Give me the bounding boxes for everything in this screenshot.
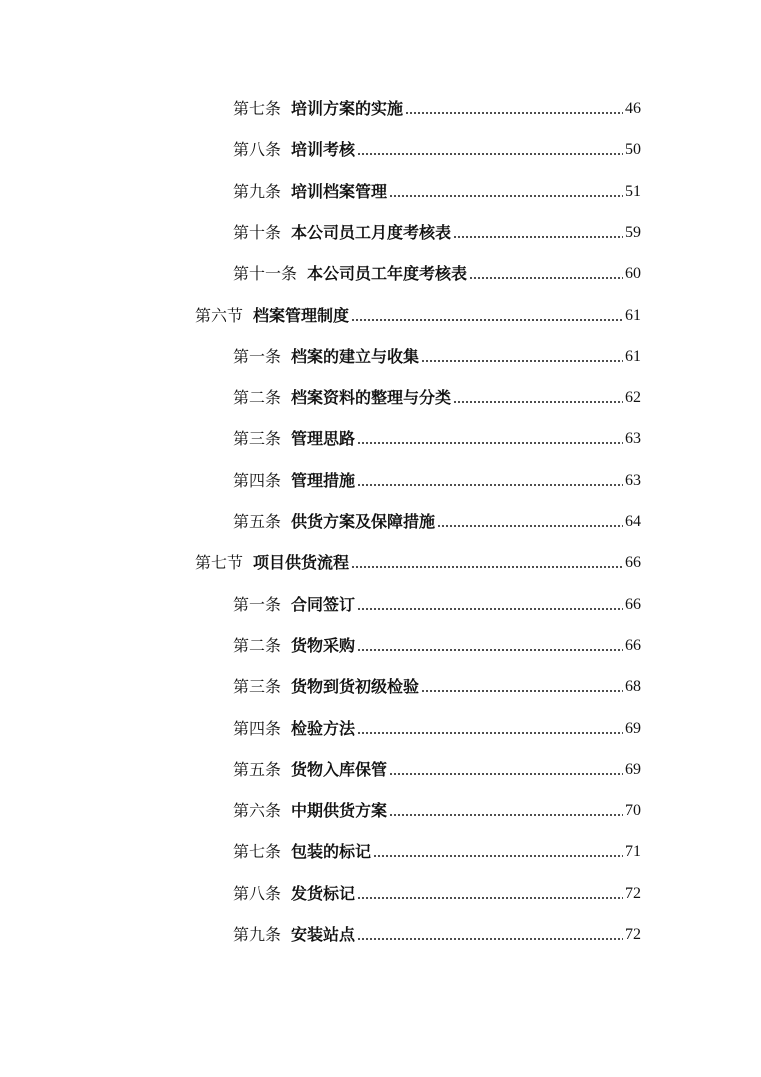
dot-leader: [469, 277, 623, 279]
toc-entry-title: 档案的建立与收集: [291, 346, 420, 366]
toc-article-entry[interactable]: [233, 378, 641, 408]
dot-leader: [389, 195, 623, 197]
toc-entry-title: 中期供货方案: [291, 801, 388, 821]
toc-page-number: 69: [625, 760, 641, 778]
toc-entry-number: 第一条: [233, 594, 282, 614]
toc-article-entry[interactable]: [233, 172, 641, 202]
toc-article-entry[interactable]: [233, 667, 641, 697]
dot-leader: [373, 855, 623, 857]
toc-entry-title: 货物入库保管: [291, 759, 388, 779]
toc-entry-number: 第八条: [233, 140, 282, 160]
dot-leader: [453, 401, 623, 403]
dot-leader: [389, 814, 623, 816]
toc-entry-number: 第五条: [233, 512, 282, 531]
dot-leader: [357, 649, 623, 651]
toc-page-number: 62: [625, 389, 641, 407]
toc-entry-title: 货物到货初级检验: [291, 677, 420, 697]
toc-article-entry[interactable]: [233, 130, 641, 160]
dot-leader: [453, 236, 623, 238]
toc-page-number: 68: [625, 678, 641, 696]
toc-entry-number: 第九条: [233, 925, 282, 944]
toc-entry-number: 第六节: [195, 305, 244, 325]
toc-entry-title: 包装的标记: [291, 842, 372, 862]
toc-entry-number: 第七节: [195, 553, 244, 573]
dot-leader: [357, 442, 623, 444]
toc-entry-number: 第一条: [233, 346, 282, 366]
toc-page-number: 69: [625, 719, 641, 737]
toc-entry-title: 安装站点: [291, 925, 356, 944]
toc-article-entry[interactable]: [233, 832, 641, 862]
toc-entry-title: 发货标记: [291, 883, 356, 903]
dot-leader: [405, 112, 623, 114]
toc-page-number: 59: [625, 223, 641, 241]
toc-entry-number: 第二条: [233, 635, 282, 655]
toc-section-entry[interactable]: [195, 543, 641, 573]
toc-entry-number: 第三条: [233, 677, 282, 697]
toc-entry-title: 培训方案的实施: [291, 99, 404, 118]
toc-page-number: 72: [625, 884, 641, 902]
toc-entry-title: 档案管理制度: [253, 305, 350, 325]
dot-leader: [421, 360, 623, 362]
toc-entry-number: 第九条: [233, 181, 282, 201]
toc-article-entry[interactable]: [233, 337, 641, 367]
toc-entry-title: 合同签订: [291, 594, 356, 614]
dot-leader: [357, 938, 623, 940]
dot-leader: [357, 732, 623, 734]
toc-page-number: 71: [625, 843, 641, 861]
toc-page-number: 61: [625, 306, 641, 324]
toc-entry-title: 检验方法: [291, 718, 356, 738]
toc-page-number: 50: [625, 141, 641, 159]
toc-article-entry[interactable]: [233, 502, 641, 532]
toc-entry-number: 第五条: [233, 759, 282, 779]
toc-article-entry[interactable]: [233, 791, 641, 821]
toc-entry-number: 第四条: [233, 470, 282, 490]
toc-page-number: 63: [625, 471, 641, 489]
toc-entry-title: 项目供货流程: [253, 553, 350, 573]
toc-entry-title: 本公司员工月度考核表: [291, 222, 452, 242]
toc-page-number: 66: [625, 554, 641, 572]
toc-entry-number: 第十一条: [233, 264, 298, 284]
toc-section-entry[interactable]: [195, 296, 641, 326]
toc-entry-number: 第十条: [233, 222, 282, 242]
dot-leader: [357, 897, 623, 899]
toc-entry-number: 第二条: [233, 388, 282, 408]
toc-entry-number: 第七条: [233, 99, 282, 118]
dot-leader: [357, 153, 623, 155]
toc-article-entry[interactable]: [233, 89, 641, 119]
toc-entry-title: 管理措施: [291, 470, 356, 490]
toc-article-entry[interactable]: [233, 213, 641, 243]
toc-article-entry[interactable]: [233, 915, 641, 945]
toc-page-number: 66: [625, 636, 641, 654]
toc-entry-number: 第六条: [233, 801, 282, 821]
toc-entry-title: 培训考核: [291, 140, 356, 160]
toc-article-entry[interactable]: [233, 874, 641, 904]
toc-article-entry[interactable]: [233, 419, 641, 449]
toc-page-number: 51: [625, 182, 641, 200]
toc-entry-number: 第八条: [233, 883, 282, 903]
toc-page-number: 72: [625, 926, 641, 943]
toc-entry-title: 档案资料的整理与分类: [291, 388, 452, 408]
toc-article-entry[interactable]: [233, 750, 641, 780]
dot-leader: [357, 484, 623, 486]
dot-leader: [389, 773, 623, 775]
toc-article-entry[interactable]: [233, 709, 641, 739]
toc-entry-title: 本公司员工年度考核表: [307, 264, 468, 284]
toc-entry-title: 货物采购: [291, 635, 356, 655]
toc-article-entry[interactable]: [233, 626, 641, 656]
toc-page-number: 46: [625, 100, 641, 117]
toc-entry-title: 管理思路: [291, 429, 356, 449]
dot-leader: [357, 608, 623, 610]
dot-leader: [421, 690, 623, 692]
toc-article-entry[interactable]: [233, 585, 641, 615]
toc-entry-title: 供货方案及保障措施: [291, 512, 436, 531]
toc-page-number: 64: [625, 513, 641, 530]
toc-entry-title: 培训档案管理: [291, 181, 388, 201]
toc-page-number: 70: [625, 802, 641, 820]
dot-leader: [437, 525, 623, 527]
toc-entry-number: 第四条: [233, 718, 282, 738]
toc-entry-number: 第三条: [233, 429, 282, 449]
toc-page-number: 63: [625, 430, 641, 448]
toc-page-number: 66: [625, 595, 641, 613]
dot-leader: [351, 566, 623, 568]
toc-page-number: 60: [625, 265, 641, 283]
dot-leader: [351, 319, 623, 321]
toc-article-entry[interactable]: [233, 461, 641, 491]
toc-entry-number: 第七条: [233, 842, 282, 862]
toc-page-number: 61: [625, 347, 641, 365]
toc-article-entry[interactable]: [233, 254, 641, 284]
